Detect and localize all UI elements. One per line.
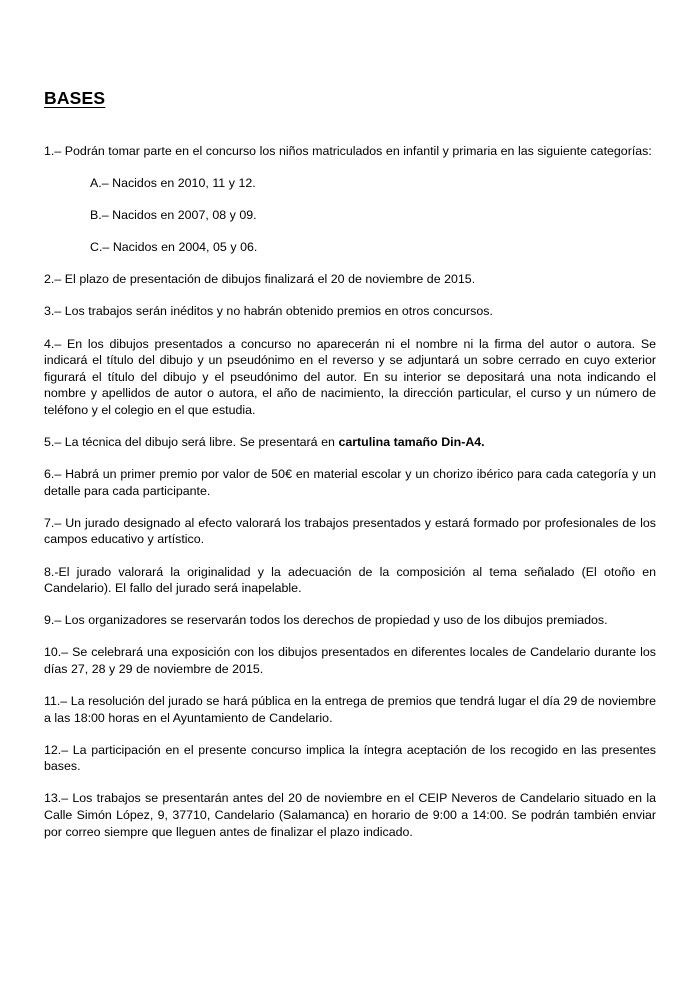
- clause-5-emphasis: cartulina tamaño Din-A4.: [338, 435, 485, 450]
- clause-4: 4.– En los dibujos presentados a concurso no aparecerán ni el nombre ni la firma del autor o autora. Se indicará el título del dibujo y un pseudónimo en el reverso y se adjuntará un sobre cerrado en cuyo exterior figurará el título del dibujo y el pseudónimo del autor. En su interior se depositará una nota indicando el nombre y apellidos de autor o autora, el año de nacimiento, la dirección particular, el curso y un número de teléfono y el colegio en el que estudia.: [44, 336, 656, 417]
- clause-1-category-b: B.– Nacidos en 2007, 08 y 09.: [90, 208, 257, 223]
- clause-5: [44, 434, 656, 451]
- page-title: BASES: [44, 88, 106, 108]
- clause-1-category-a: A.– Nacidos en 2010, 11 y 12.: [90, 176, 256, 191]
- clause-13: 13.– Los trabajos se presentarán antes del 20 de noviembre en el CEIP Neveros de Candelario situado en la Calle Simón López, 9, 37710, Candelario (Salamanca) en horario de 9:00 a 14:00. Se podrán también enviar por correo siempre que lleguen antes de finalizar el plazo indicado.: [44, 791, 656, 839]
- clause-8: 8.-El jurado valorará la originalidad y la adecuación de la composición al tema señalado (El otoño en Candelario). El fallo del jurado será inapelable.: [44, 564, 656, 596]
- clause-2: 2.– El plazo de presentación de dibujos finalizará el 20 de noviembre de 2015.: [44, 272, 476, 287]
- clause-7: 7.– Un jurado designado al efecto valorará los trabajos presentados y estará formado por profesionales de los campos educativo y artístico.: [44, 515, 656, 547]
- clause-12: 12.– La participación en el presente concurso implica la íntegra aceptación de los recogido en las presentes bases.: [44, 742, 656, 774]
- clause-5-text-lead: 5.– La técnica del dibujo será libre. Se presentará en: [44, 435, 339, 450]
- clause-6: 6.– Habrá un primer premio por valor de 50€ en material escolar y un chorizo ibérico para cada categoría y un detalle para cada participante.: [44, 467, 656, 498]
- clause-11: 11.– La resolución del jurado se hará pública en la entrega de premios que tendrá lugar el día 29 de noviembre a las 18:00 horas en el Ayuntamiento de Candelario.: [44, 693, 656, 725]
- clause-1: 1.– Podrán tomar parte en el concurso los niños matriculados en infantil y primaria en las siguiente categorías:: [44, 144, 652, 158]
- clause-3: 3.– Los trabajos serán inéditos y no habrán obtenido premios en otros concursos.: [44, 304, 493, 319]
- document-body: [44, 88, 656, 840]
- clause-1-category-c: C.– Nacidos en 2004, 05 y 06.: [90, 240, 258, 255]
- clause-9: 9.– Los organizadores se reservarán todos los derechos de propiedad y uso de los dibujos premiados.: [44, 613, 608, 628]
- clause-10: 10.– Se celebrará una exposición con los dibujos presentados en diferentes locales de Candelario durante los días 27, 28 y 29 de noviembre de 2015.: [44, 645, 656, 676]
